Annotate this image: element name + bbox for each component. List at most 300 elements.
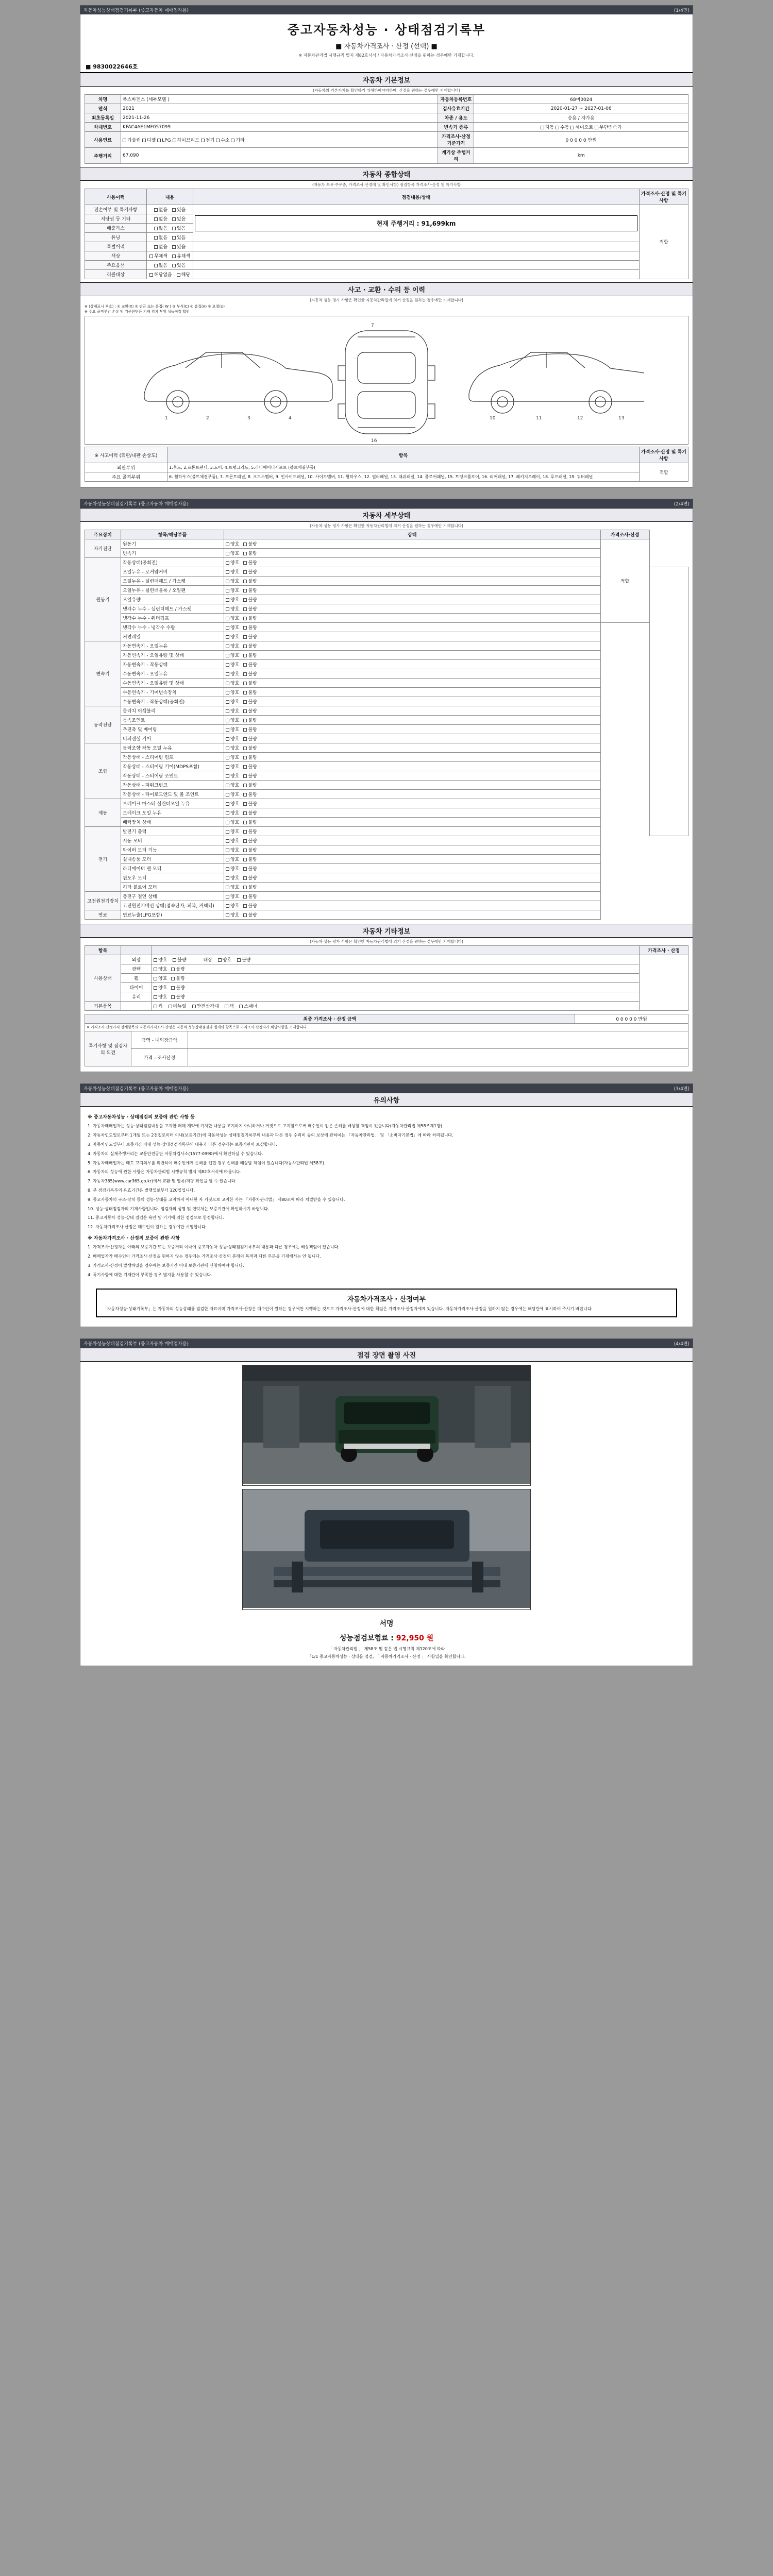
detail-item-1-2: 오일누유 - 실린더헤드 / 가스켓: [121, 577, 224, 586]
detail-state-6-6[interactable]: [224, 883, 601, 892]
notice2-item-3: 4. 특기사항에 대한 기재란이 부족한 경우 별지를 사용할 수 있습니다.: [88, 1272, 212, 1277]
state-bad-8-0: 불량: [248, 913, 257, 918]
state-bad-1-3: 불량: [248, 588, 257, 594]
page4-topbar: [80, 1339, 693, 1348]
overall-row-label-3: 튜닝: [85, 233, 147, 242]
label-hybrid: 하이브리드: [177, 138, 200, 143]
other-good-2: 양호: [158, 976, 167, 981]
detail-state-6-3[interactable]: [224, 855, 601, 864]
basic-item-4: 스패너: [244, 1004, 258, 1009]
basic-items-list[interactable]: [152, 1002, 640, 1011]
panel-item-1-10: 16. 리어패널: [481, 474, 506, 479]
panel-item-0-2: 3.도어: [210, 465, 222, 470]
detail-group-7: 고전원전기장치: [85, 892, 121, 910]
state-bad-3-3: 불량: [248, 737, 257, 742]
notice-title-1: ※ 중고자동차성능 · 상태점검의 보증에 관한 사항 등: [88, 1115, 195, 1120]
detail-state-4-4[interactable]: [224, 781, 601, 790]
detail-hdr-3: 가격조사·산정: [600, 530, 649, 539]
notice-item-10: 11. 중고자동차 성능·상태 점검은 육안 및 기기에 의한 점검으로 한정합니다.: [88, 1215, 224, 1221]
other-group-usage: 사용상태: [85, 955, 121, 1002]
remark-row-value-1[interactable]: [188, 1049, 688, 1066]
state-good-4-5: 양호: [230, 792, 240, 798]
hdr-remark: 가격조사·산정 및 특기사항: [640, 189, 688, 205]
opt-none-0: 없음: [158, 208, 168, 213]
detail-item-6-6: 히터 블로어 모터: [121, 883, 224, 892]
detail-item-3-3: 디퍼렌셜 기어: [121, 734, 224, 743]
state-good-0-1: 양호: [230, 551, 240, 556]
final-price-value: 0 0 0 0 0 만원: [575, 1014, 688, 1024]
notice-item-4: 5. 자동차매매업자는 매도 고지의무를 위반하여 매수인에게 손해를 입힌 경우 손해를 배상할 책임이 있습니다(자동차관리법 제58조).: [88, 1160, 326, 1165]
photo-underbody-view[interactable]: [242, 1489, 531, 1610]
label-lpg: LPG: [162, 138, 171, 143]
detail-item-2-5: 수동변속기 - 기어변속장치: [121, 688, 224, 697]
detail-item-1-8: 커먼레일: [121, 632, 224, 641]
detail-state-6-1[interactable]: [224, 836, 601, 845]
overall-row-opts-2[interactable]: [147, 224, 193, 233]
detail-state-0-1[interactable]: [224, 549, 601, 558]
state-bad-2-3: 불량: [248, 672, 257, 677]
detail-state-1-1[interactable]: [224, 567, 601, 577]
detail-item-0-0: 원동기: [121, 539, 224, 549]
opt-none-7: 해당없음: [154, 273, 172, 278]
state-bad-1-0: 불량: [248, 561, 257, 566]
row-value-inspection-period: 2020-01-27 ~ 2027-01-06: [474, 104, 688, 113]
page3-topbar: [80, 1084, 693, 1093]
overall-row-opts-7[interactable]: [147, 270, 193, 279]
state-good-1-0: 양호: [230, 561, 240, 566]
section-note-overall: (자동차 보유·주유중, 가격조사·산정에 및 확인사항) 점검항목 가격조사·산정 및 특기사항: [312, 182, 461, 187]
notice-item-0: 1. 자동차매매업자는 성능·상태점검내용을 고지한 매매 계약에 기재한 내용을 고지하지 아니하거나 거짓으로 고지할으로써 매수인이 입은 손해를 배상할 책임이 있습니다(자동차관리법 제58조제1항).: [88, 1124, 444, 1129]
state-good-4-0: 양호: [230, 746, 240, 751]
page4-topbar-left: 자동차성능상태점검기록부 (중고자동차 매매업자용): [83, 1342, 189, 1347]
detail-hdr-1: 항목/해당부품: [121, 530, 224, 539]
detail-state-5-2[interactable]: [224, 818, 601, 827]
other-good-4: 양호: [158, 995, 167, 1000]
row-label-carname: 차명: [85, 95, 121, 104]
svg-text:11: 11: [536, 416, 542, 421]
other-row-state-0[interactable]: [152, 955, 640, 964]
detail-state-1-4[interactable]: [224, 595, 601, 604]
photo-front-view[interactable]: [242, 1365, 531, 1486]
state-good-6-1: 양호: [230, 839, 240, 844]
state-bad-4-4: 불량: [248, 783, 257, 788]
opt-none-5: 무채색: [154, 254, 168, 259]
state-good-6-3: 양호: [230, 857, 240, 862]
page3-page-mark: (3/4면): [674, 1087, 690, 1092]
detail-state-4-3[interactable]: [224, 771, 601, 781]
row-label-mileage: 주행거리: [85, 148, 121, 164]
remark-row-label-1: 가격 - 조사산정: [131, 1049, 188, 1066]
panel-item-1-6: 12. 필러패널: [364, 474, 388, 479]
row-label-vin: 차대번호: [85, 123, 121, 132]
other-row-state-1[interactable]: [152, 964, 640, 974]
state-bad-3-1: 불량: [248, 718, 257, 723]
state-bad-1-7: 불량: [248, 625, 257, 631]
detail-item-2-2: 자동변속기 - 작동상태: [121, 660, 224, 669]
accident-detail-table: [85, 447, 688, 482]
state-bad-6-3: 불량: [248, 857, 257, 862]
notice-item-9: 10. 성능·상태점검자의 기재사항입니다. 점검자의 성명 및 연락처는 보증기관에 확인하시기 바랍니다.: [88, 1206, 270, 1211]
checkbox-auto[interactable]: [541, 125, 554, 130]
panel-item-1-12: 18. 루프패널: [542, 474, 567, 479]
notice2-item-0: 1. 가격조사·산정자는 아래의 보증기간 또는 보증거리 이내에 중고자동차 성능·상태점검기록부의 내용과 다른 경우에는 배상책임이 있습니다.: [88, 1245, 340, 1250]
detail-state-2-2[interactable]: [224, 660, 601, 669]
declaration-title: 자동차가격조사 · 산정여부: [347, 1295, 426, 1303]
detail-state-5-0[interactable]: [224, 799, 601, 808]
state-good-2-0: 양호: [230, 644, 240, 649]
overall-row-label-4: 특별이력: [85, 242, 147, 251]
row-value-firstreg: 2021-11-26: [121, 113, 438, 123]
panel-group-items-0: 1.후드, 2.프론트펜더, 3.도어, 4.트렁크리드, 5.라디에이터서포트 (볼트체결부품): [167, 463, 640, 472]
detail-state-1-7[interactable]: [224, 623, 601, 632]
opt-none-3: 없음: [158, 235, 168, 241]
detail-state-2-1[interactable]: [224, 651, 601, 660]
accident-desc-2: ※ 주요 골격부위 손상 및 기준판단은 기재 위치 부위 성능점검 확인: [85, 310, 190, 314]
state-good-4-2: 양호: [230, 765, 240, 770]
state-bad-1-2: 불량: [248, 579, 257, 584]
detail-state-8-0[interactable]: [224, 910, 601, 920]
detail-state-3-2[interactable]: [224, 725, 601, 734]
checkbox-diesel[interactable]: [142, 138, 156, 143]
opt-none-6: 없음: [158, 263, 168, 268]
state-good-1-3: 양호: [230, 588, 240, 594]
other-row-label-4: 유리: [121, 992, 152, 1002]
state-bad-5-1: 불량: [248, 811, 257, 816]
detail-state-1-0[interactable]: [224, 558, 601, 567]
state-good-6-2: 양호: [230, 848, 240, 853]
other-bad-4: 불량: [176, 995, 185, 1000]
notice-item-5: 6. 자동차의 성능에 관한 사항은 자동차관리법 시행규칙 별지 제82호서식에 따릅니다.: [88, 1170, 242, 1175]
page-3: [80, 1083, 693, 1327]
overall-row-label-2: 배출가스: [85, 224, 147, 233]
notice2-item-2: 3. 가격조사·산정이 발생하였을 경우에는 보증기간 이내 보증기관에 신청하여야 합니다.: [88, 1263, 244, 1268]
declaration-box: [96, 1289, 677, 1318]
overall-row-opts-3[interactable]: [147, 233, 193, 242]
state-good-3-3: 양호: [230, 737, 240, 742]
panel-item-1-8: 14. 플로어패널: [417, 474, 445, 479]
footer-line-2: 「1/1 중고자동차성능 · 상태를 점검, 「 자동차가격조사 · 산정 」 사항입을 확인합니다.: [307, 1654, 466, 1659]
state-bad-6-5: 불량: [248, 876, 257, 881]
state-good-4-4: 양호: [230, 783, 240, 788]
detail-state-5-1[interactable]: [224, 808, 601, 818]
panel-item-1-3: 9. 인사이드패널: [275, 474, 305, 479]
detail-state-1-6[interactable]: [224, 614, 601, 623]
remark-group-label: 특기사항 및 점검자의 의견: [85, 1031, 131, 1066]
detail-state-2-0[interactable]: [224, 641, 601, 651]
other-hdr-state: [152, 946, 640, 955]
hdr-content: 내용: [147, 189, 193, 205]
photo-underbody-svg: [243, 1489, 530, 1608]
detail-group-3: 동력전달: [85, 706, 121, 743]
state-good-2-4: 양호: [230, 681, 240, 686]
other-info-table: [85, 945, 688, 1011]
row-value-vin: KFAC4AE1MF057099: [121, 123, 438, 132]
detail-state-6-4[interactable]: [224, 864, 601, 873]
overall-row-opts-6[interactable]: [147, 261, 193, 270]
detail-item-7-0: 충전구 절연 상태: [121, 892, 224, 901]
section-note-other: (자동차 성능 평가 사항은 확인한 자동차관리법에 의거 산정을 원하는 경우에만 기재합니다): [310, 939, 463, 944]
state-good-3-2: 양호: [230, 727, 240, 733]
state-bad-6-6: 불량: [248, 885, 257, 890]
hdr-check: 점검내용/상태: [193, 189, 640, 205]
detail-state-3-3[interactable]: [224, 734, 601, 743]
detail-state-4-5[interactable]: [224, 790, 601, 799]
topbar-page-mark: (1/4면): [674, 8, 690, 13]
checkbox-hybrid[interactable]: [173, 138, 199, 143]
state-bad-0-0: 불량: [248, 542, 257, 547]
opt-yes-1: 있음: [176, 217, 186, 222]
state-good-6-4: 양호: [230, 867, 240, 872]
other-good-3: 양호: [158, 986, 167, 991]
page4-page-mark: (4/4면): [674, 1342, 690, 1347]
detail-item-6-3: 실내송풍 모터: [121, 855, 224, 864]
state-good-6-6: 양호: [230, 885, 240, 890]
fuel-options[interactable]: [121, 132, 438, 148]
detail-group-4: 조향: [85, 743, 121, 799]
detail-item-4-1: 작동상태 - 스티어링 펌프: [121, 753, 224, 762]
remark-row-value-0[interactable]: [188, 1031, 688, 1049]
section-header-photos: 점검 장면 촬영 사진: [80, 1348, 693, 1362]
state-bad-1-8: 불량: [248, 635, 257, 640]
panel-remark-header: 가격조사·산정 및 특기사항: [640, 447, 688, 463]
state-good-5-2: 양호: [230, 820, 240, 825]
other-row-label2-0: 내장: [203, 958, 212, 963]
mileage-display-cell: [193, 205, 640, 242]
panel-item-1-5: 11. 휠하우스: [338, 474, 362, 479]
footer-line-1: 「 자동차관리법 」 제58조 및 같은 법 시행규칙 제120조에 따라: [328, 1647, 445, 1652]
panel-group-label-0: 외판부위: [85, 463, 167, 472]
state-good-2-6: 양호: [230, 700, 240, 705]
detail-item-4-2: 작동상태 - 스티어링 기어(MDPS포함): [121, 762, 224, 771]
label-hydrogen: 수소: [221, 138, 230, 143]
detail-item-5-2: 배력장치 상태: [121, 818, 224, 827]
row-value-bodytype: 승용 / 자가용: [474, 113, 688, 123]
checkbox-hydrogen[interactable]: [216, 138, 229, 143]
detail-state-3-0[interactable]: [224, 706, 601, 716]
detail-group-1: 원동기: [85, 558, 121, 641]
state-good-7-0: 양호: [230, 894, 240, 900]
checkbox-cvt[interactable]: [595, 125, 621, 130]
other-good2-0: 양호: [222, 958, 232, 963]
state-bad-3-2: 불량: [248, 727, 257, 733]
detail-item-6-5: 윈도우 모터: [121, 873, 224, 883]
basic-info-table: [85, 94, 688, 164]
state-good-2-3: 양호: [230, 672, 240, 677]
detail-state-4-0[interactable]: [224, 743, 601, 753]
detail-remark-a: 적합: [600, 539, 649, 623]
checkbox-lpg[interactable]: [157, 138, 171, 143]
page-title: 중고자동차성능 · 상태점검기록부: [287, 23, 486, 37]
state-bad-2-0: 불량: [248, 644, 257, 649]
state-bad-7-1: 불량: [248, 904, 257, 909]
panel-title-cell: ※ 사고이력 (외판/내판 손상도): [85, 447, 167, 463]
state-good-0-0: 양호: [230, 542, 240, 547]
label-ev: 전기: [205, 138, 215, 143]
state-good-1-8: 양호: [230, 635, 240, 640]
detail-item-5-0: 브레이크 마스터 실린더오일 누유: [121, 799, 224, 808]
detail-item-3-1: 등속조인트: [121, 716, 224, 725]
other-row-state-4[interactable]: [152, 992, 640, 1002]
page2-page-mark: (2/4면): [674, 502, 690, 507]
detail-group-5: 제동: [85, 799, 121, 827]
detail-state-7-1[interactable]: [224, 901, 601, 910]
detail-state-2-4[interactable]: [224, 679, 601, 688]
opt-yes-3: 있음: [176, 235, 186, 241]
panel-item-1-11: 17. 패키지트레이: [508, 474, 540, 479]
detail-item-3-0: 클러치 어셈블리: [121, 706, 224, 716]
section-header-accident: 사고 · 교환 · 수리 등 이력: [80, 282, 693, 296]
detail-item-8-0: 연료누출(LPG포함): [121, 910, 224, 920]
other-row-label-1: 광택: [121, 964, 152, 974]
inspection-fee-row: [80, 1631, 693, 1645]
panel-item-0-3: 4.트렁크리드: [224, 465, 249, 470]
state-good-5-0: 양호: [230, 802, 240, 807]
other-hdr-group: 항목: [85, 946, 121, 955]
notice-item-3: 4. 자동차의 실제주행거리는 교통안전공단 자동차검사소(1577-0990)에서 확인하실 수 있습니다.: [88, 1151, 263, 1156]
other-hdr-name: [121, 946, 152, 955]
panel-items-header: 항목: [167, 447, 640, 463]
mileage-box: 현재 주행거리 : 91,699km: [195, 215, 637, 231]
detail-item-2-0: 자동변속기 - 오일누유: [121, 641, 224, 651]
label-manual: 수동: [560, 125, 569, 130]
notice2-item-1: 2. 매매업자가 매수인이 가격조사·산정을 원하지 않는 경우에는 가격조사·산정의 본래의 목적과 다른 부분을 기재해서는 안 됩니다.: [88, 1254, 321, 1259]
label-diesel: 디젤: [146, 138, 156, 143]
detail-state-3-1[interactable]: [224, 716, 601, 725]
state-good-6-0: 양호: [230, 829, 240, 835]
detail-item-4-3: 작동상태 - 스티어링 조인트: [121, 771, 224, 781]
notice-item-2: 3. 자동차인도일부터 보증기간 이내 성능·상태점검기록부의 내용과 다른 경우에는 보증기관이 보상합니다.: [88, 1142, 277, 1147]
detail-item-2-6: 수동변속기 - 작동상태(공회전): [121, 697, 224, 706]
car-damage-diagram[interactable]: [85, 316, 688, 445]
detail-state-4-2[interactable]: [224, 762, 601, 771]
detail-state-4-1[interactable]: [224, 753, 601, 762]
overall-row-label-1: 저당권 등 기타: [85, 214, 147, 224]
panel-item-0-1: 2.프론트펜더: [183, 465, 208, 470]
page-subtitle: ■ 자동차가격조사 · 산정 (선택) ■: [335, 43, 438, 50]
other-row-state-3[interactable]: [152, 983, 640, 992]
section-note-accident: (자동차 성능 평가 사항은 확인한 자동차관리법에 의거 산정을 원하는 경우에만 기재합니다): [310, 298, 463, 302]
fee-value: 92,950 원: [396, 1634, 434, 1643]
detail-item-1-1: 오일누유 - 로커암커버: [121, 567, 224, 577]
detail-state-2-6[interactable]: [224, 697, 601, 706]
detail-item-4-0: 동력조향 작동 오일 누유: [121, 743, 224, 753]
overall-row-label-6: 주요옵션: [85, 261, 147, 270]
hdr-usage: 사용이력: [85, 189, 147, 205]
section-header-basic-info: 자동차 기본정보: [80, 73, 693, 87]
detail-state-table: [85, 530, 688, 920]
state-bad-6-1: 불량: [248, 839, 257, 844]
detail-remark-b: [649, 567, 688, 836]
detail-item-6-0: 발전기 출력: [121, 827, 224, 836]
page2-topbar: [80, 499, 693, 508]
transmission-options[interactable]: [474, 123, 688, 132]
label-etc: 기타: [236, 138, 245, 143]
detail-state-1-3[interactable]: [224, 586, 601, 595]
detail-state-6-5[interactable]: [224, 873, 601, 883]
opt-none-2: 없음: [158, 226, 168, 231]
detail-state-2-3[interactable]: [224, 669, 601, 679]
state-bad-4-5: 불량: [248, 792, 257, 798]
overall-row-opts-5[interactable]: [147, 251, 193, 261]
detail-state-1-8[interactable]: [224, 632, 601, 641]
state-good-7-1: 양호: [230, 904, 240, 909]
detail-state-1-2[interactable]: [224, 577, 601, 586]
basic-items-blank: [121, 1002, 152, 1011]
checkbox-gasoline[interactable]: [123, 138, 141, 143]
detail-item-4-4: 작동상태 - 파워크링크: [121, 781, 224, 790]
panel-item-0-0: 1.후드: [169, 465, 181, 470]
row-label-inspection-period: 검사유효기간: [438, 104, 474, 113]
detail-item-0-1: 변속기: [121, 549, 224, 558]
overall-extra-7: [193, 270, 640, 279]
detail-state-6-2[interactable]: [224, 845, 601, 855]
label-semiauto: 세미오토: [575, 125, 594, 130]
state-bad-4-0: 불량: [248, 746, 257, 751]
overall-row-opts-1[interactable]: [147, 214, 193, 224]
basic-item-1: 메뉴얼: [173, 1004, 187, 1009]
detail-state-6-0[interactable]: [224, 827, 601, 836]
detail-item-7-1: 고전원전기배선 상태(접속단자, 피복, 커넥터): [121, 901, 224, 910]
overall-result-cell: 적합: [640, 205, 688, 279]
accident-result-cell: 적합: [640, 463, 688, 482]
overall-extra-6: [193, 261, 640, 270]
overall-row-opts-4[interactable]: [147, 242, 193, 251]
other-row-label-0: 외장: [121, 955, 152, 964]
checkbox-semiauto[interactable]: [570, 125, 593, 130]
detail-state-0-0[interactable]: [224, 539, 601, 549]
opt-yes-7: 해당: [181, 273, 191, 278]
other-bad-1: 불량: [176, 967, 185, 972]
other-row-state-2[interactable]: [152, 974, 640, 983]
document-title-block: [80, 14, 693, 61]
topbar-left-text: 자동차성능상태점검기록부 (중고자동차 매매업자용): [83, 8, 189, 13]
overall-row-opts-0[interactable]: [147, 205, 193, 214]
panel-item-1-13: 19. 쿼터패널: [569, 474, 593, 479]
state-good-4-3: 양호: [230, 774, 240, 779]
row-label-transmission: 변속기 종류: [438, 123, 474, 132]
checkbox-etc[interactable]: [231, 138, 244, 143]
section-header-notice: 유의사항: [80, 1093, 693, 1107]
opt-yes-5: 유채색: [176, 254, 191, 259]
notice-item-7: 8. 본 점검기록부의 유효기간은 발행일로부터 120일입니다.: [88, 1188, 195, 1193]
detail-group-0: 자기진단: [85, 539, 121, 558]
state-bad-6-2: 불량: [248, 848, 257, 853]
page-1: [80, 5, 693, 487]
other-bad2-0: 불량: [242, 958, 251, 963]
detail-state-7-0[interactable]: [224, 892, 601, 901]
detail-group-2: 변속기: [85, 641, 121, 706]
detail-state-1-5[interactable]: [224, 604, 601, 614]
label-gasoline: 가솔린: [127, 138, 141, 143]
detail-state-2-5[interactable]: [224, 688, 601, 697]
detail-hdr-2: 상태: [224, 530, 601, 539]
svg-text:3: 3: [247, 416, 250, 421]
state-good-8-0: 양호: [230, 913, 240, 918]
checkbox-manual[interactable]: [556, 125, 569, 130]
basic-items-label: 기본품목: [85, 1002, 121, 1011]
state-bad-4-2: 불량: [248, 765, 257, 770]
other-good-1: 양호: [158, 967, 167, 972]
state-good-1-5: 양호: [230, 607, 240, 612]
panel-group-label-1: 주요 골격부위: [85, 472, 167, 482]
detail-item-2-1: 자동변속기 - 오일유량 및 상태: [121, 651, 224, 660]
notice-item-8: 9. 중고자동차의 구조·장치 등의 성능·상태를 고지하지 아니한 자 거짓으로 고지한 자는 「자동차관리법」 제80조에 따라 처벌받을 수 있습니다.: [88, 1197, 345, 1202]
svg-text:12: 12: [577, 416, 583, 421]
state-bad-2-4: 불량: [248, 681, 257, 686]
page2-topbar-left: 자동차성능상태점검기록부 (중고자동차 매매업자용): [83, 502, 189, 507]
checkbox-ev[interactable]: [201, 138, 214, 143]
overall-state-table: [85, 189, 688, 279]
